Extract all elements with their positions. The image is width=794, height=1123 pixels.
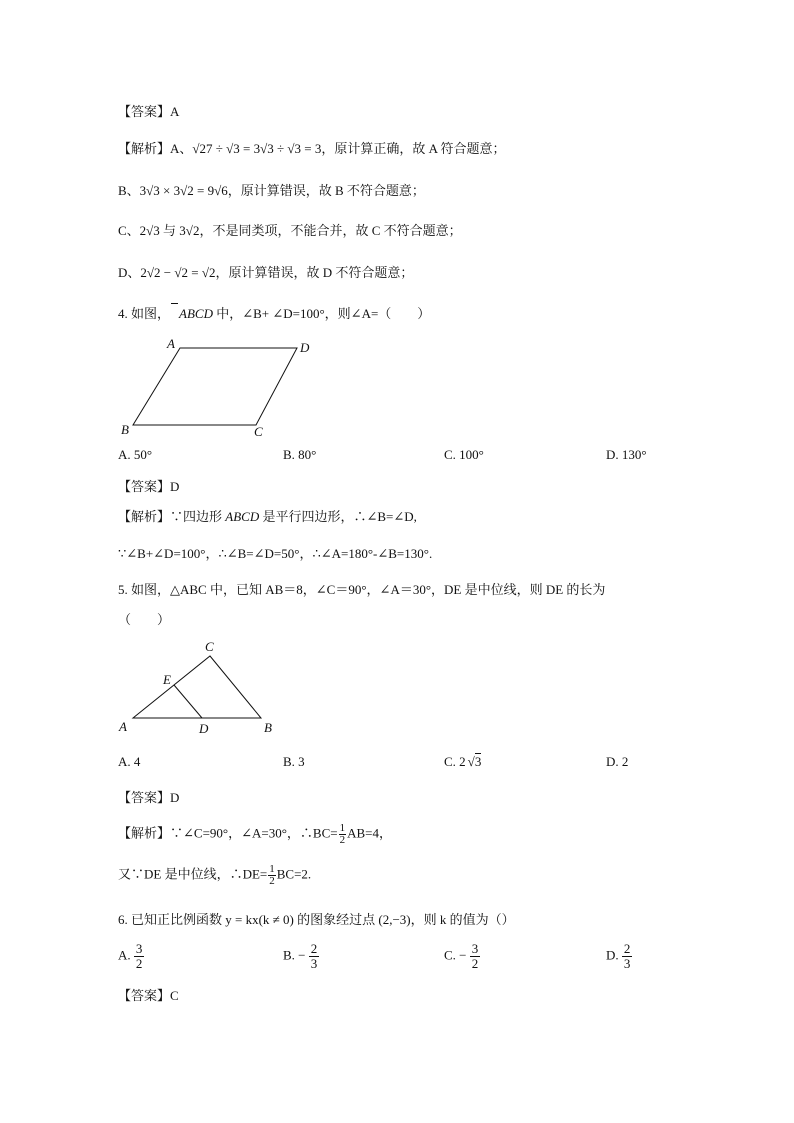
q5-option-d[interactable]: D. 2 — [606, 754, 629, 769]
q5-option-b[interactable]: B. 3 — [283, 754, 305, 769]
analysis-text: 【解析】∵四边形 — [118, 509, 226, 524]
vertex-label-e: E — [163, 672, 171, 687]
numerator: 3 — [471, 941, 479, 956]
parallelogram-symbol: ABCD — [170, 304, 213, 324]
q4-option-a[interactable]: A. 50° — [118, 447, 153, 462]
q5-option-a[interactable]: A. 4 — [118, 754, 141, 769]
q4-analysis-1 — [118, 507, 417, 527]
q6-option-d[interactable] — [606, 942, 632, 971]
q3-analysis-d — [118, 263, 413, 283]
vertex-label-b: B — [121, 422, 129, 437]
option-sign: − — [298, 947, 306, 963]
q4-option-c[interactable]: C. 100° — [444, 447, 484, 462]
option-fraction — [309, 942, 320, 971]
option-label: C. 2 — [444, 754, 466, 769]
numerator: 1 — [269, 863, 275, 875]
numerator: 2 — [310, 941, 318, 956]
analysis-tail: ，不是同类项，不能合并，故 C 不符合题意； — [199, 223, 462, 238]
q6-option-c[interactable] — [444, 942, 480, 971]
q6-option-b[interactable] — [283, 942, 319, 971]
triangle-shape — [133, 656, 261, 718]
option-fraction — [134, 942, 145, 971]
q3-answer: 【答案】A — [118, 104, 180, 119]
analysis-text: BC=2. — [276, 866, 312, 882]
vertex-label-d: D — [300, 340, 310, 355]
q4-option-d[interactable]: D. 130° — [606, 447, 647, 462]
question-number: 4. 如图， — [118, 306, 171, 321]
math-expression: 3√3 × 3√2 = 9√6 — [139, 183, 228, 198]
q4-answer: 【答案】D — [118, 479, 180, 494]
fraction-one-half — [339, 823, 347, 846]
numerator: 3 — [135, 941, 143, 956]
analysis-tail: ，原计算正确，故 A 符合题意； — [321, 141, 506, 156]
math-expression: √27 ÷ √3 = 3√3 ÷ √3 = 3 — [192, 141, 322, 156]
analysis-text: 又∵DE 是中位线，∴DE= — [118, 866, 268, 882]
parallelogram-figure — [115, 335, 330, 440]
denominator: 2 — [269, 875, 275, 887]
q5-analysis-1 — [118, 823, 392, 846]
q4-option-b[interactable]: B. 80° — [283, 447, 317, 462]
q6-stem: 6. 已知正比例函数 y = kx(k ≠ 0) 的图象经过点 (2,−3)，则 k 的值为（） — [118, 912, 515, 927]
math-expression: 2√2 − √2 = √2 — [140, 265, 216, 280]
option-label: C. — [444, 947, 456, 963]
vertex-label-a: A — [167, 336, 175, 351]
triangle-figure — [115, 636, 285, 740]
analysis-text: AB=4， — [347, 825, 392, 841]
q5-analysis-2 — [118, 864, 311, 887]
option-label: D. — [606, 947, 619, 963]
numerator: 2 — [623, 941, 631, 956]
vertex-label-c: C — [205, 639, 214, 654]
analysis-tail: ，原计算错误，故 B 不符合题意； — [227, 183, 425, 198]
analysis-lead: D、 — [118, 265, 141, 280]
q5-stem-line1: 5. 如图，△ABC 中，已知 AB＝8，∠C＝90°，∠A＝30°，DE 是中位线，则 DE 的长为 — [118, 582, 606, 597]
analysis-text: 是平行四边形，∴∠B=∠D, — [259, 509, 417, 524]
radicand: 3 — [474, 754, 482, 769]
vertex-label-d: D — [199, 721, 209, 736]
option-label: A. — [118, 947, 131, 963]
option-label: B. — [283, 947, 295, 963]
option-fraction — [622, 942, 633, 971]
denominator: 2 — [471, 956, 479, 971]
numerator: 1 — [339, 822, 346, 834]
option-sign: − — [459, 947, 467, 963]
q5-answer: 【答案】D — [118, 790, 180, 805]
denominator: 3 — [623, 956, 631, 971]
q4-analysis-2: ∵∠B+∠D=100°，∴∠B=∠D=50°，∴∠A=180°-∠B=130°. — [118, 546, 433, 561]
vertex-label-c: C — [254, 424, 263, 439]
q3-analysis-b — [118, 181, 425, 201]
sqrt-icon: √ — [467, 754, 475, 769]
question-text: 中，∠B+ ∠D=100°，则∠A=（ ） — [212, 306, 431, 321]
analysis-lead: C、 — [118, 223, 140, 238]
vertex-label-a: A — [119, 719, 127, 734]
analysis-text: 【解析】∵∠C=90°，∠A=30°，∴BC= — [118, 825, 338, 841]
analysis-tail: ，原计算错误，故 D 不符合题意； — [215, 265, 414, 280]
q6-option-a[interactable] — [118, 942, 144, 971]
denominator: 2 — [135, 956, 143, 971]
q4-stem — [118, 304, 430, 324]
analysis-shape-name: ABCD — [225, 509, 260, 524]
option-fraction — [470, 942, 481, 971]
q5-option-c[interactable] — [444, 752, 481, 772]
denominator: 3 — [310, 956, 318, 971]
math-expression: 2√3 与 3√2 — [139, 223, 200, 238]
parallelogram-shape — [133, 348, 297, 425]
q3-analysis-c — [118, 221, 462, 241]
q3-analysis-a — [118, 139, 506, 159]
midline-de — [174, 685, 202, 718]
q6-answer: 【答案】C — [118, 988, 179, 1003]
fraction-one-half — [268, 864, 276, 887]
vertex-label-b: B — [264, 720, 272, 735]
analysis-lead: 【解析】A、 — [118, 141, 193, 156]
analysis-lead: B、 — [118, 183, 140, 198]
denominator: 2 — [339, 834, 346, 846]
q5-stem-line2: （ ） — [118, 612, 171, 627]
